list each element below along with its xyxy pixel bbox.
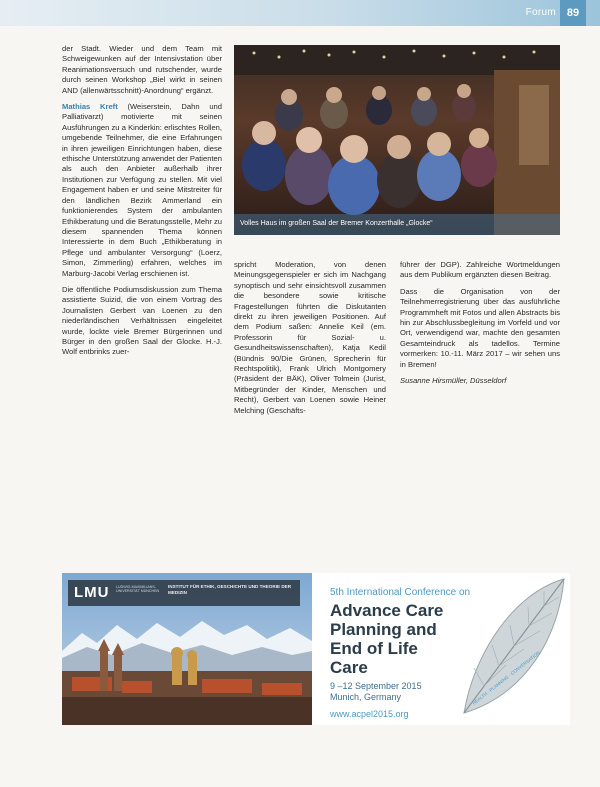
page-number: 89 xyxy=(560,0,586,26)
column-1-paragraph-3: Die öffentliche Podiumsdiskussion zum Thema assistierte Suizid, die von einem Vortrag des Journalisten Gerbert van Loenen zu den niederländischen Verhältnissen eingeleitet wurde, lockte viele Bremer Bürgerinnen und Bürger in den großen Saal der Glocke. H.-J. Wolf entbrinks zuer- xyxy=(62,284,222,357)
column-3-paragraph-1: führer der DGP). Zahlreiche Wortmeldungen aus dem Publikum ergänzten diesen Beitrag. xyxy=(400,260,560,280)
lmu-logo: LMU xyxy=(74,584,110,601)
section-title: Forum xyxy=(525,7,556,18)
conference-title-line-3: End of Life xyxy=(330,639,418,658)
munich-skyline-photo xyxy=(62,573,312,725)
conference-title-line-4: Care xyxy=(330,658,368,677)
column-1-paragraph-2-text: (Weiserstein, Dahn und Palliativarzt) motivierte mit seinen Ausführungen zu a Kinderkin: erlischtes Rollen, umgebende Teilnehmer, die eine Erfahrungen in ihren jeweiligen Einrichtungen haben, diese ethische Unterstützung anwendet der Patienten als auch den Anbieter außerhalb ihrer Institutionen zur Verfügung zu stellen. Mit viel Engagement haben er und seine Mitstreiter für den ländlichen Bezirk Ammerland ein funktionierendes System der ambulanten Ethikberatung und die Beratungsstelle, Mehr zu diesem spannenden Thema können Interessierte in dem Buch „Ethikberatung in Pflege und ambulanter Versorgung“ (Loerz, Simon, Zimmerling) erfahren, welches im Marburg-Jacobi Verlag erschienen ist. xyxy=(62,102,222,278)
column-1-paragraph-1: der Stadt. Wieder und dem Team mit Schweigewunken auf der Intensivstation über Reanimationsversuch und rutschender, wurde durch seinen Workshop „Biel wirkt in seinen AND (allenwärtsschnitt)-Anordnung“ ergänzt. xyxy=(62,44,222,95)
leaf-icon xyxy=(454,573,570,725)
page-header-bar xyxy=(0,0,600,26)
author-signature: Susanne Hirsmüller, Düsseldorf xyxy=(400,376,507,386)
institute-name: INSTITUT FÜR ETHIK, GESCHICHTE UND THEORIE DER MEDIZIN xyxy=(168,584,292,595)
column-3 xyxy=(400,260,560,392)
conference-location: Munich, Germany xyxy=(330,692,402,702)
column-3-paragraph-2: Dass die Organisation von der Teilnehmerregistrierung über das ausführliche Programmheft mit Fotos und allen Abstracts bis hin zur Abschlussbegleitung im Vorfeld und vor Ort, verwendigend war, machte den gesamten Gesamteindruck als tadellos. Termine vormerken: 10.-11. März 2017 – wir sehen uns in Bremen! xyxy=(400,286,560,369)
conference-subtitle: 5th International Conference on xyxy=(330,587,471,598)
column-1 xyxy=(62,44,222,364)
lmu-header-box xyxy=(68,580,300,606)
column-2 xyxy=(234,260,386,422)
author-name: Mathias Kreft xyxy=(62,102,118,112)
conference-url: www.acpel2015.org xyxy=(330,709,409,719)
photo-caption: Volles Haus im großen Saal der Bremer Konzerthalle „Glocke“ xyxy=(240,220,433,227)
column-1-paragraph-2 xyxy=(62,102,222,279)
conference-date-range: 9 –12 September 2015 xyxy=(330,681,422,691)
column-2-paragraph-1: spricht Moderation, von denen Meinungsgegenspieler er sich im Nachgang synoptisch und sehr einsichtsvoll zusammen die besondere sowie kritische Fragestellungen führten die Diskutanten direkt zu ihren jeweiligen Positionen. Auf dem Podium saßen: Annelie Keil (em. Professorin für Sozial- u. Gesundheitswissenschaften), Katja Kedil (Bündnis 90/Die Grünen, Sprecherin für Rechtspolitik), Frank Ulrich Montgomery (Präsident der BÄK), Oliver Tolmein (Jurist, Mitbegründer der Kinder, Menschen und Recht), Gerbert van Loenen sowie Heiner Melching (Geschäfts- xyxy=(234,260,386,415)
conference-title-line-2: Planning and xyxy=(330,620,437,639)
audience-photo xyxy=(234,45,560,235)
conference-advertisement xyxy=(62,573,570,725)
lmu-subtitle: LUDWIG-MAXIMILIANS-UNIVERSITÄT MÜNCHEN xyxy=(116,585,160,594)
leaf-caption: HEALTH · PLANNING · CONVERSATION xyxy=(471,650,541,706)
conference-title-line-1: Advance Care xyxy=(330,601,444,620)
